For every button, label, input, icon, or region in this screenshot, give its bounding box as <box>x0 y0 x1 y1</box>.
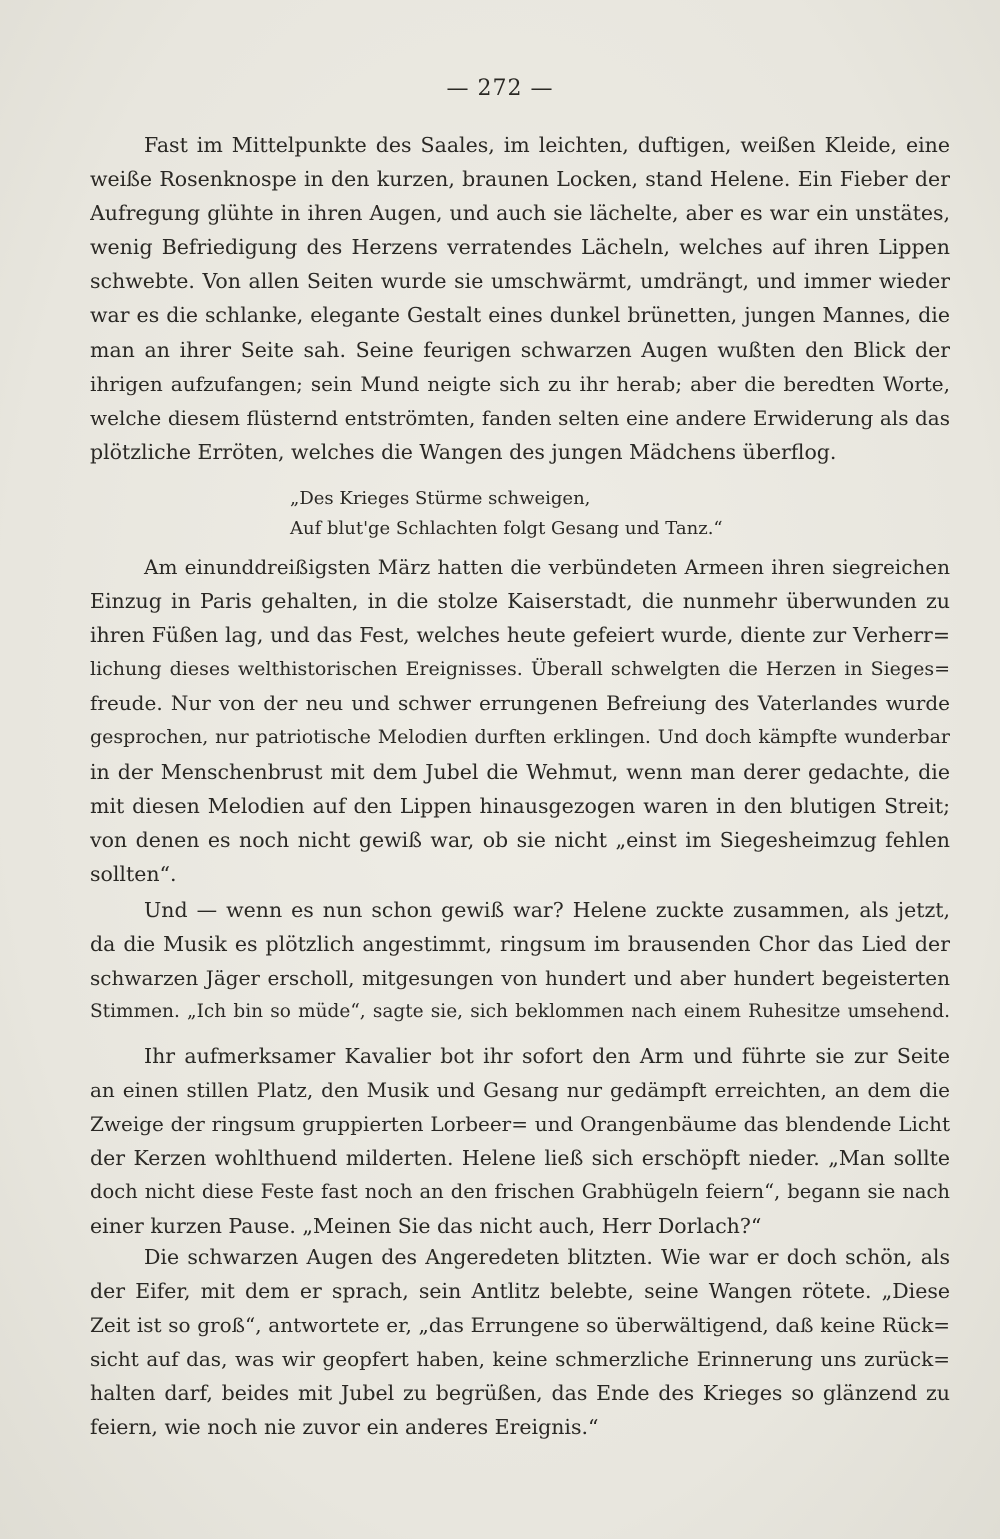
paragraph-3 <box>90 893 950 1029</box>
text-line: gesprochen, nur patriotische Melodien durften erklingen. Und doch kämpfte wunderbar <box>90 726 950 749</box>
text-line: mit diesen Melodien auf den Lippen hinausgezogen waren in den blutigen Streit; <box>90 793 950 818</box>
paragraph-4 <box>90 1039 950 1244</box>
text-line: ihrigen aufzufangen; sein Mund neigte sich zu ihr herab; aber die beredten Worte, <box>90 371 950 396</box>
verse-quote <box>290 484 723 544</box>
text-line: Zweige der ringsum gruppierten Lorbeer= und Orangenbäume das blendende Licht <box>90 1112 950 1137</box>
text-line: schwarzen Jäger erscholl, mitgesungen von hundert und aber hundert begeisterten <box>90 966 950 991</box>
text-line: Zeit ist so groß“, antwortete er, „das Errungene so überwältigend, daß keine Rück= <box>90 1313 950 1338</box>
text-line: doch nicht diese Feste fast noch an den frischen Grabhügeln feiern“, begann sie nach <box>90 1180 950 1204</box>
text-line: Fast im Mittelpunkte des Saales, im leichten, duftigen, weißen Kleide, eine <box>144 133 950 157</box>
verse-line: „Des Krieges Stürme schweigen, <box>290 488 591 509</box>
text-line: Und — wenn es nun schon gewiß war? Helene zuckte zusammen, als jetzt, <box>144 898 950 922</box>
text-line: einer kurzen Pause. „Meinen Sie das nicht auch, Herr Dorlach?“ <box>90 1214 762 1239</box>
paragraph-5 <box>90 1240 950 1445</box>
text-line: an einen stillen Platz, den Musik und Gesang nur gedämpft erreichten, an dem die <box>90 1078 950 1103</box>
text-line: Einzug in Paris gehalten, in die stolze Kaiserstadt, die nunmehr überwunden zu <box>90 589 950 614</box>
text-line: der Kerzen wohlthuend milderten. Helene ließ sich erschöpft nieder. „Man sollte <box>90 1146 950 1171</box>
text-line: halten darf, beides mit Jubel zu begrüßen, das Ende des Krieges so glänzend zu <box>90 1381 950 1406</box>
text-line: sollten“. <box>90 861 177 886</box>
paragraph-1 <box>90 128 950 469</box>
text-line: war es die schlanke, elegante Gestalt eines dunkel brünetten, jungen Mannes, die <box>90 303 950 328</box>
text-line: in der Menschenbrust mit dem Jubel die Wehmut, wenn man derer gedachte, die <box>90 759 950 784</box>
text-line: welche diesem flüsternd entströmten, fanden selten eine andere Erwiderung als das <box>90 405 950 430</box>
text-line: lichung dieses welthistorischen Ereignisses. Überall schwelgten die Herzen in Sieges= <box>90 658 950 681</box>
text-line: feiern, wie noch nie zuvor ein anderes Ereignis.“ <box>90 1415 599 1440</box>
text-line: plötzliche Erröten, welches die Wangen des jungen Mädchens überflog. <box>90 439 837 464</box>
text-line: schwebte. Von allen Seiten wurde sie umschwärmt, umdrängt, und immer wieder <box>90 269 950 294</box>
text-line: freude. Nur von der neu und schwer errungenen Befreiung des Vaterlandes wurde <box>90 691 950 716</box>
text-line: Stimmen. „Ich bin so müde“, sagte sie, sich beklommen nach einem Ruhesitze umsehend. <box>90 1001 950 1023</box>
paragraph-2 <box>90 550 950 891</box>
text-line: der Eifer, mit dem er sprach, sein Antlitz belebte, seine Wangen rötete. „Diese <box>90 1279 950 1304</box>
verse-line: Auf blut'ge Schlachten folgt Gesang und Tanz.“ <box>290 518 723 539</box>
text-line: Am einunddreißigsten März hatten die verbündeten Armeen ihren siegreichen <box>144 555 950 579</box>
text-line: Die schwarzen Augen des Angeredeten blitzten. Wie war er doch schön, als <box>144 1245 950 1269</box>
text-line: da die Musik es plötzlich angestimmt, ringsum im brausenden Chor das Lied der <box>90 932 950 957</box>
text-line: wenig Befriedigung des Herzens verratendes Lächeln, welches auf ihren Lippen <box>90 235 950 260</box>
text-line: man an ihrer Seite sah. Seine feurigen schwarzen Augen wußten den Blick der <box>90 337 950 362</box>
text-line: Ihr aufmerksamer Kavalier bot ihr sofort den Arm und führte sie zur Seite <box>144 1044 950 1068</box>
text-line: Aufregung glühte in ihren Augen, und auch sie lächelte, aber es war ein unstätes, <box>90 201 950 226</box>
page-number: — 272 — <box>446 76 554 101</box>
text-line: von denen es noch nicht gewiß war, ob sie nicht „einst im Siegesheimzug fehlen <box>90 827 950 852</box>
text-line: weiße Rosenknospe in den kurzen, braunen Locken, stand Helene. Ein Fieber der <box>90 167 950 192</box>
text-line: ihren Füßen lag, und das Fest, welches heute gefeiert wurde, diente zur Verherr= <box>90 623 950 648</box>
text-line: sicht auf das, was wir geopfert haben, keine schmerzliche Erinnerung uns zurück= <box>90 1347 950 1372</box>
